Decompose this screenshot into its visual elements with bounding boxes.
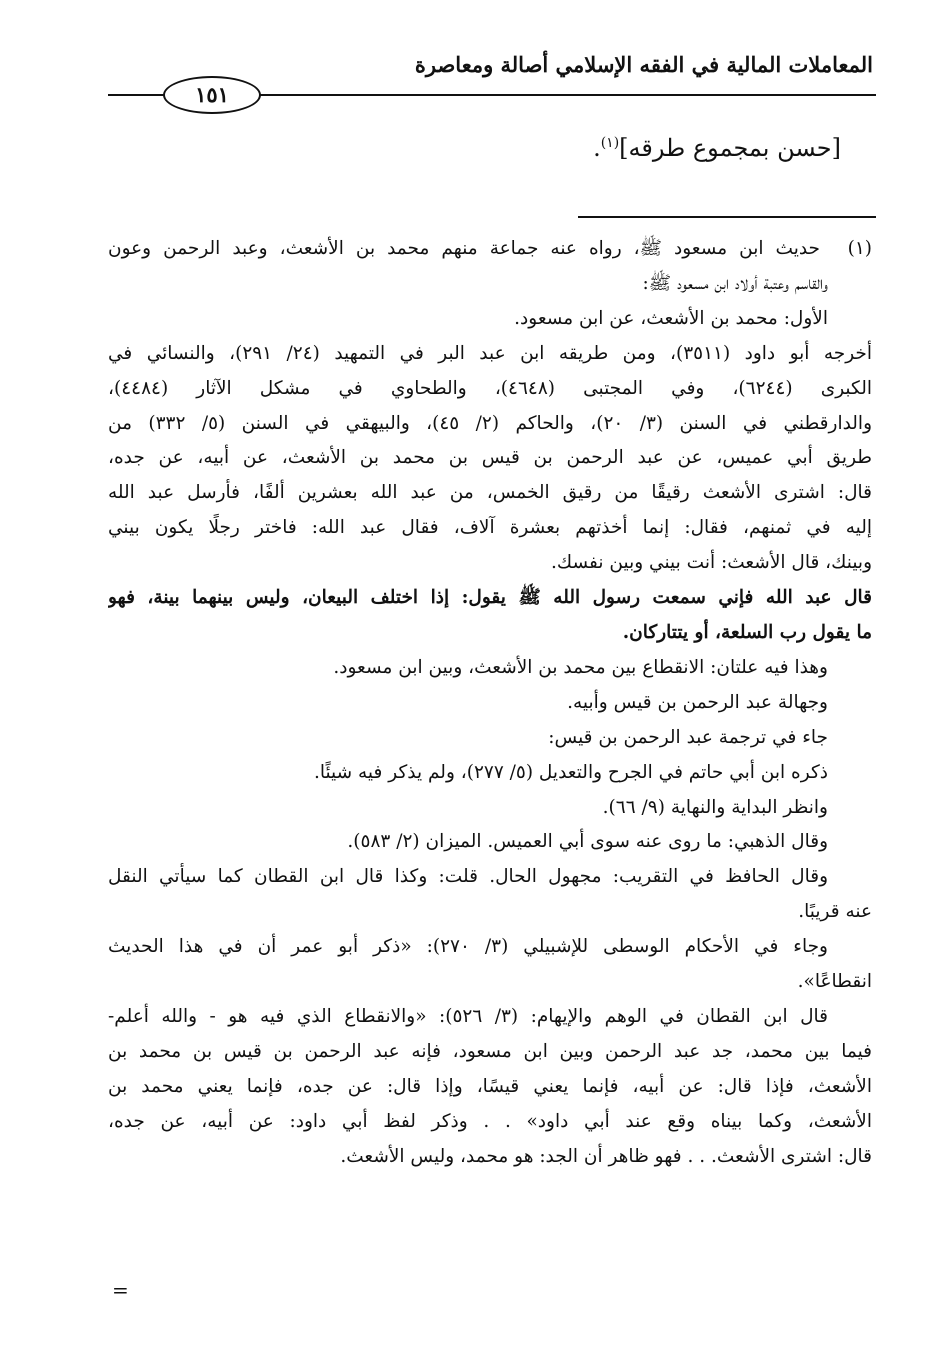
footnote-line: عنه قريبًا. [798, 901, 872, 923]
footnotes [108, 232, 872, 1174]
footnote-line: انقطاعًا». [797, 971, 872, 993]
footnote-line: قال ابن القطان في الوهم والإيهام: (٣/ ٥٢٦): «والانقطاع الذي فيه هو - والله أعلم- [108, 1005, 828, 1027]
main-text-period: . [593, 134, 601, 162]
footnote-line: الكبرى (٦٢٤٤)، وفي المجتبى (٤٦٤٨)، والطحاوي في مشكل الآثار (٤٤٨٤)، [108, 377, 872, 399]
footnote-line: إليه في ثمنهم، فقال: إنما أخذتهم بعشرة آلاف، فقال عبد الله: فاختر رجلًا يكون بيني [108, 517, 872, 539]
footnote-line: وقال الحافظ في التقريب: مجهول الحال. قلت: وكذا قال ابن القطان كما سيأتي النقل [108, 866, 828, 888]
footnote-line: طريق أبي عميس، عن عبد الرحمن بن قيس بن محمد بن الأشعث، عن أبيه، عن جده، [108, 447, 872, 469]
running-title: المعاملات المالية في الفقه الإسلامي أصالة ومعاصرة [414, 52, 873, 77]
footnote-line: والقاسم وعتبة أولاد ابن مسعود ﷺ: [642, 272, 828, 294]
footnote-line: وجهالة عبد الرحمن بن قيس وأبيه. [567, 691, 828, 713]
footnote-line-text: حديث ابن مسعود ﷺ، رواه عنه جماعة منهم محمد بن الأشعث، وعبد الرحمن وعون [108, 238, 820, 259]
footnote-reference: (١) [600, 135, 620, 151]
footnote-line: وجاء في الأحكام الوسطى للإشبيلي (٣/ ٢٧٠): «ذكر أبو عمر أن في هذا الحديث [108, 936, 828, 958]
main-text: [حسن بمجموع طرقه] [619, 134, 841, 162]
footnote-line: والدارقطني في السنن (٣/ ٢٠)، والحاكم (٢/ ٤٥)، والبيهقي في السنن (٥/ ٣٣٢) من [108, 412, 872, 434]
footnote-line: وقال الذهبي: ما روى عنه سوى أبي العميس. الميزان (٢/ ٥٨٣). [347, 831, 828, 853]
footnote-line: الأشعث، فإذا قال: عن أبيه، فإنما يعني قيسًا، وإذا قال: عن جده، فإنما يعني محمد بن [108, 1075, 872, 1097]
footnote-separator [578, 216, 876, 218]
footnote-line: قال: اشترى الأشعث. . . فهو ظاهر أن الجد: هو محمد، وليس الأشعث. [340, 1145, 872, 1167]
page-header [0, 52, 949, 112]
continuation-mark: = [112, 1278, 129, 1302]
footnote-line: أخرجه أبو داود (٣٥١١)، ومن طريقه ابن عبد البر في التمهيد (٢٤/ ٢٩١)، والنسائي في [108, 342, 872, 364]
page-number: ١٥١ [163, 76, 261, 114]
footnote-line: وانظر البداية والنهاية (٩/ ٦٦). [602, 796, 828, 818]
footnote-line: ذكره ابن أبي حاتم في الجرح والتعديل (٥/ ٢٧٧)، ولم يذكر فيه شيئًا. [313, 761, 828, 783]
footnote-line: جاء في ترجمة عبد الرحمن بن قيس: [548, 726, 828, 748]
footnote-line: وهذا فيه علتان: الانقطاع بين محمد بن الأشعث، وبين ابن مسعود. [333, 656, 828, 678]
footnote-line: الأول: محمد بن الأشعث، عن ابن مسعود. [514, 307, 828, 329]
footnote-line: قال: اشترى الأشعث رقيقًا من رقيق الخمس، من عبد الله بعشرين ألفًا، فأرسل عبد الله [108, 482, 872, 504]
main-text-line [593, 134, 841, 162]
footnote-line [108, 232, 872, 267]
hadith-text-line: ما يقول رب السلعة، أو يتتاركان. [622, 621, 872, 643]
footnote-marker: (١) [847, 238, 872, 259]
footnote-line: فيما بين محمد، جد عبد الرحمن وبين ابن مسعود، فإنه عبد الرحمن بن قيس بن محمد بن [108, 1040, 872, 1062]
hadith-text-line: قال عبد الله فإني سمعت رسول الله ﷺ يقول: إذا اختلف البيعان، وليس بينهما بينة، فهو [108, 587, 872, 609]
footnote-line: وبينك، قال الأشعث: أنت بيني وبين نفسك. [551, 552, 872, 574]
footnote-line: الأشعث، وكما بيناه وقع عند أبي داود» . . وذكر لفظ أبي داود: عن أبيه، عن جده، [108, 1110, 872, 1132]
